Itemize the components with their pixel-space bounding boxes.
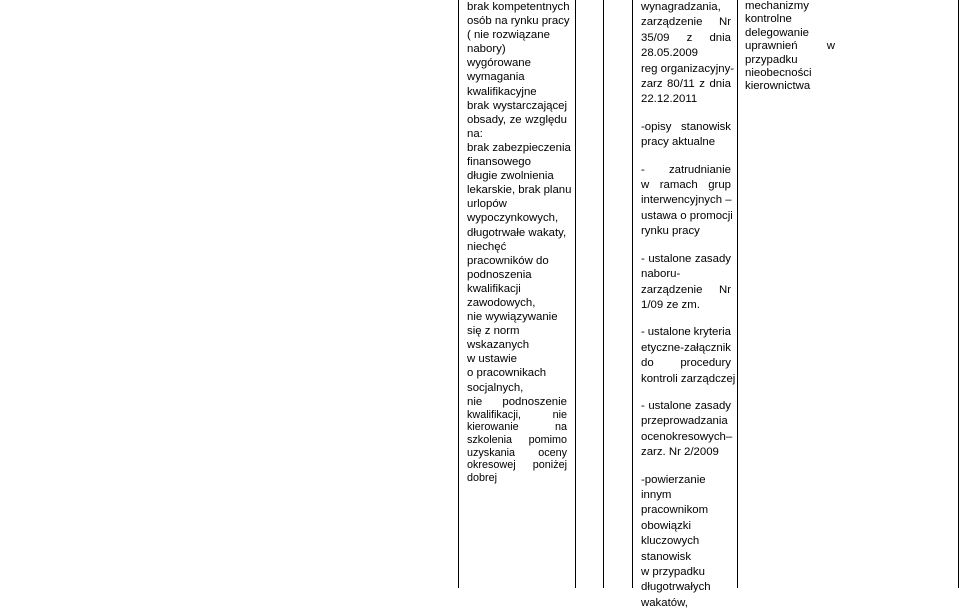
- text-line: [641, 461, 731, 473]
- text-line: wskazanych: [467, 339, 530, 352]
- control-mechanisms-header-cell: [745, 0, 835, 94]
- text-line: [467, 409, 567, 422]
- word: okresowej: [467, 459, 516, 472]
- text-line: [641, 178, 731, 193]
- word: ustalone: [648, 399, 692, 412]
- text-line: delegowanie: [745, 26, 809, 39]
- word: na: [554, 421, 567, 434]
- word: nie: [552, 408, 567, 421]
- text-line: rynku pracy: [641, 225, 700, 238]
- word: ustalone: [647, 326, 691, 339]
- text-line: nie wywiązywanie: [467, 311, 558, 324]
- text-line: [467, 447, 567, 460]
- text-line: się z norm: [467, 325, 520, 338]
- word: Nr: [718, 16, 731, 29]
- word: w: [826, 40, 835, 53]
- text-line: długotrwałych: [641, 581, 711, 594]
- text-line: naboru-: [641, 268, 681, 281]
- text-line: -powierzanie: [641, 473, 706, 486]
- text-line: [641, 120, 731, 135]
- text-line: urlopów: [467, 198, 507, 211]
- word: oceny: [538, 446, 567, 459]
- text-line: kontroli zarządczej: [641, 372, 736, 385]
- text-line: [641, 252, 731, 267]
- text-line: wymagania: [467, 71, 525, 84]
- word: z: [699, 78, 705, 91]
- text-line: 1/09 ze zm.: [641, 298, 700, 311]
- word: wystarczającej: [492, 99, 567, 112]
- text-line: długie zwolnienia: [467, 170, 554, 183]
- word: 80/11: [667, 78, 695, 91]
- word: stanowisk: [680, 120, 731, 133]
- text-line: zawodowych,: [467, 296, 536, 309]
- word: ocen: [641, 430, 666, 443]
- table-border: [632, 0, 633, 588]
- text-line: obowiązki: [641, 519, 692, 532]
- text-line: finansowego: [467, 156, 531, 169]
- word: -opisy: [641, 120, 672, 133]
- text-line: [641, 325, 731, 340]
- text-line: przypadku: [745, 53, 798, 66]
- word: -: [641, 326, 645, 339]
- word: zasady: [694, 399, 731, 412]
- word: zasady: [694, 252, 731, 265]
- text-line: [467, 395, 567, 409]
- word: -: [641, 399, 645, 412]
- word: poniżej: [532, 459, 567, 472]
- text-line: osób na rynku pracy: [467, 15, 570, 28]
- word: uzyskania: [467, 446, 516, 459]
- text-line: zarz. Nr 2/2009: [641, 446, 719, 459]
- word: Nr: [718, 283, 731, 296]
- text-line: ( nie rozwiązane: [467, 29, 550, 42]
- text-line: nieobecności: [745, 67, 812, 80]
- text-line: pracowników do: [467, 254, 549, 267]
- text-line: w ustawie: [467, 353, 518, 366]
- text-line: [641, 356, 731, 371]
- word: ze: [509, 113, 522, 126]
- text-line: [641, 240, 731, 252]
- text-line: w przypadku: [641, 566, 705, 578]
- word: dnia: [709, 78, 731, 91]
- table-border: [575, 0, 576, 588]
- text-line: [641, 31, 731, 46]
- text-line: wynagradzania,: [641, 1, 721, 13]
- text-line: [641, 77, 731, 92]
- control-mechanisms-cell: [641, 0, 736, 611]
- table-border: [958, 0, 959, 588]
- text-line: 28.05.2009: [641, 47, 699, 60]
- text-line: kontrolne: [745, 13, 792, 26]
- text-line: innym: [641, 488, 672, 501]
- text-line: interwencyjnych –: [641, 194, 732, 207]
- text-line: [467, 459, 567, 472]
- word: załącznik: [684, 341, 731, 354]
- word: procedury: [680, 357, 731, 370]
- word: zarządzenie: [641, 16, 703, 29]
- text-line: [641, 283, 731, 298]
- text-line: [641, 108, 731, 120]
- word: zarz: [641, 78, 663, 91]
- text-line: brak kompetentnych: [467, 1, 570, 13]
- text-line: [467, 421, 567, 434]
- word: szkolenia: [467, 433, 513, 446]
- text-line: długotrwałe wakaty,: [467, 226, 567, 239]
- text-line: socjalnych,: [467, 381, 524, 394]
- word: grup: [708, 179, 731, 192]
- text-line: [467, 99, 567, 113]
- text-line: mechanizmy: [745, 0, 809, 12]
- text-line: [467, 434, 567, 447]
- word: okresowych: [665, 430, 726, 443]
- text-line: [641, 399, 731, 414]
- word: etyczne-: [641, 341, 685, 354]
- word: do: [641, 357, 654, 370]
- table-border: [603, 0, 604, 588]
- text-line: reg organizacyjny-: [641, 62, 735, 75]
- text-line: ustawa o promocji: [641, 209, 733, 222]
- text-line: podnoszenia: [467, 268, 532, 281]
- text-line: [641, 15, 731, 30]
- word: z: [686, 31, 693, 44]
- text-line: [641, 341, 731, 356]
- text-line: wypoczynkowych,: [467, 212, 559, 225]
- text-line: kwalifikacji: [467, 282, 521, 295]
- word: -: [641, 163, 645, 176]
- word: brak: [467, 99, 490, 112]
- text-line: na:: [467, 127, 483, 140]
- text-line: nabory): [467, 43, 506, 56]
- word: ustalone: [648, 252, 692, 265]
- text-line: stanowisk: [641, 550, 692, 563]
- text-line: [745, 40, 835, 53]
- word: kwalifikacji,: [467, 408, 521, 421]
- word: względu: [525, 113, 567, 126]
- text-line: o pracownikach: [467, 367, 547, 380]
- text-line: lekarskie, brak planu: [467, 184, 572, 197]
- word: kierowanie: [467, 421, 519, 434]
- text-line: pracownikom: [641, 504, 709, 517]
- word: pomimo: [528, 433, 567, 446]
- word: zarządzenie: [641, 283, 703, 296]
- table-border: [458, 0, 459, 588]
- table-border: [737, 0, 738, 588]
- word: w: [641, 179, 650, 192]
- text-line: kierownictwa: [745, 80, 811, 93]
- text-line: kwalifikacyjne: [467, 85, 537, 98]
- word: obsady,: [467, 113, 507, 126]
- text-line: 22.12.2011: [641, 93, 698, 106]
- word: nie: [467, 395, 483, 408]
- text-line: wygórowane: [467, 57, 531, 70]
- text-line: dobrej: [467, 471, 498, 484]
- text-line: [641, 163, 731, 178]
- text-line: [641, 430, 731, 445]
- word: dnia: [709, 31, 731, 44]
- text-line: [641, 387, 731, 399]
- text-line: przeprowadzania: [641, 415, 728, 428]
- word: 35/09: [641, 31, 670, 44]
- text-line: [641, 151, 731, 163]
- text-line: [641, 313, 731, 325]
- word: –: [725, 430, 733, 443]
- text-line: brak zabezpieczenia: [467, 141, 571, 154]
- word: ramach: [659, 179, 698, 192]
- word: podnoszenie: [502, 395, 567, 408]
- text-line: kluczowych: [641, 535, 700, 548]
- text-line: niechęć: [467, 240, 507, 253]
- text-line: pracy aktualne: [641, 136, 716, 149]
- word: uprawnień: [745, 40, 798, 53]
- word: kryteria: [693, 326, 731, 339]
- word: zatrudnianie: [668, 163, 731, 176]
- text-line: [467, 113, 567, 127]
- word: -: [641, 252, 645, 265]
- text-line: wakatów,: [641, 596, 688, 609]
- risk-description-cell: [467, 0, 572, 484]
